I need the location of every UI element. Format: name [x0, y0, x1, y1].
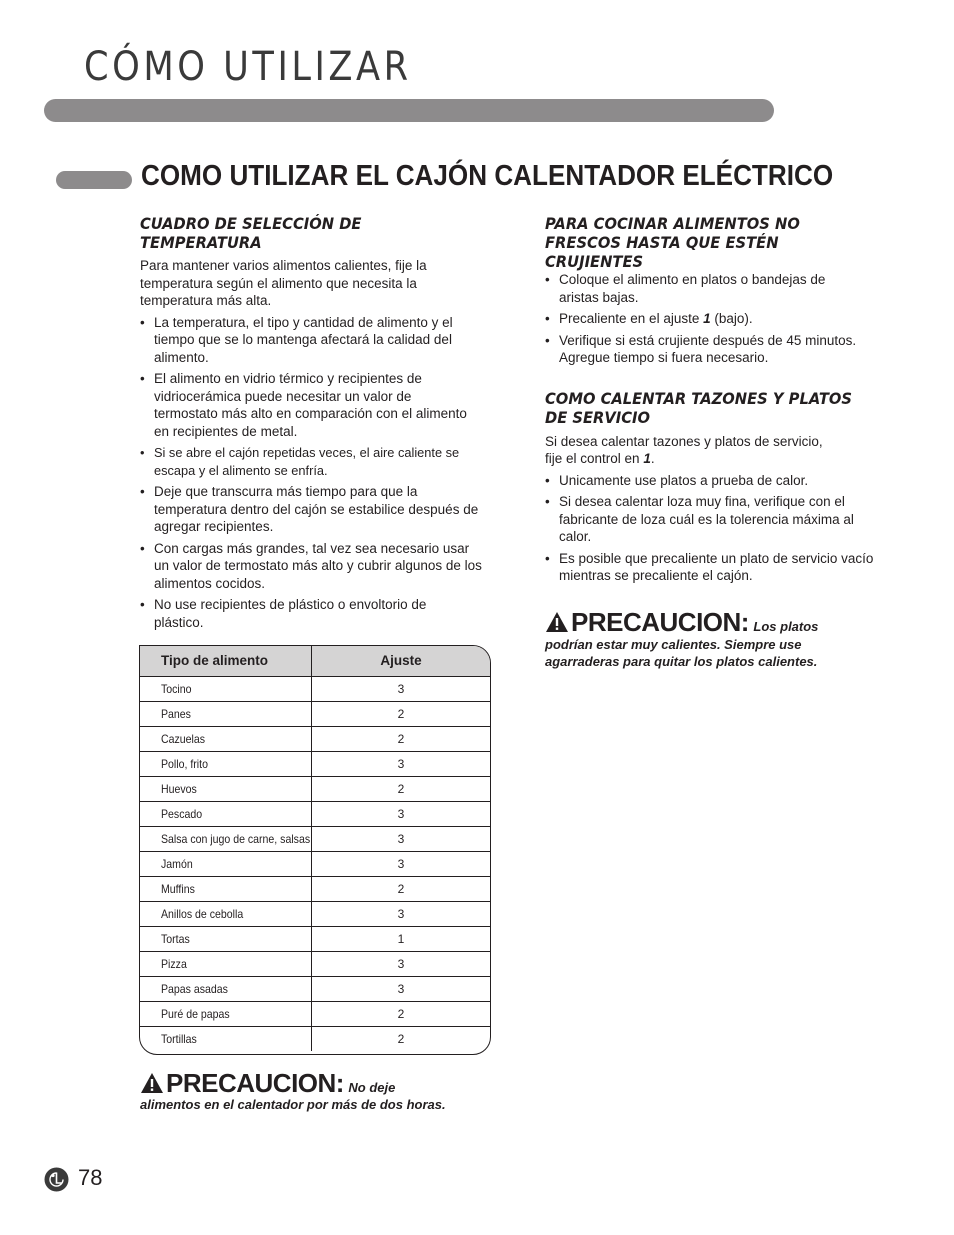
setting-cell: 2 — [397, 707, 405, 721]
food-type-cell — [140, 777, 312, 801]
food-type-text: Panes — [161, 707, 191, 721]
list-item: • Deje que transcurra más tiempo para que la temperatura dentro del cajón se estabilice después de agregar recipientes. — [140, 483, 490, 536]
food-type-cell — [140, 927, 312, 951]
table-row — [140, 877, 490, 902]
table-row — [140, 777, 490, 802]
left-column — [140, 214, 490, 635]
table-row — [140, 852, 490, 877]
setting-cell: 3 — [397, 832, 405, 846]
table-row — [140, 727, 490, 752]
caution-text: podrían estar muy calientes. Siempre use agarraderas para quitar los platos calientes. — [545, 637, 818, 669]
table-header — [140, 646, 490, 677]
item-text: Coloque el alimento en platos o bandejas de aristas bajas. — [559, 272, 826, 305]
list-item — [545, 332, 890, 367]
section-pill — [56, 171, 132, 189]
food-type-text: Jamón — [161, 857, 193, 871]
heading-line: TEMPERATURA — [140, 233, 262, 252]
list-item: • Es posible que precaliente un plato de servicio vacío mientras se precaliente el cajón. — [545, 550, 874, 585]
heading-line: DE SERVICIO — [545, 407, 651, 427]
setting-cell: 3 — [397, 957, 405, 971]
warning-icon — [545, 611, 569, 638]
intro-setting: 1 — [643, 451, 651, 466]
table-row — [140, 1002, 490, 1027]
food-type-text: Huevos — [161, 782, 197, 796]
food-type-text: Pollo, frito — [161, 757, 208, 771]
setting-cell: 2 — [397, 1007, 405, 1021]
chapter-title: CÓMO UTILIZAR — [84, 44, 412, 90]
food-type-text: Tortillas — [161, 1032, 197, 1046]
table-row — [140, 902, 490, 927]
caution-text: alimentos en el calentador por más de dos horas. — [140, 1097, 446, 1112]
list-item: • Con cargas más grandes, tal vez sea necesario usar un valor de termostato más alto y cubrir algunos de los alimentos cocidos. — [140, 540, 484, 593]
table-row — [140, 702, 490, 727]
heading-line: PARA COCINAR ALIMENTOS NO — [545, 214, 800, 233]
temperature-intro: Para mantener varios alimentos calientes, fije la temperatura según el alimento que necesita la temperatura más alta. — [140, 258, 427, 308]
lg-logo-icon — [44, 1167, 69, 1192]
warning-icon — [140, 1072, 164, 1099]
food-type-cell — [140, 877, 312, 901]
food-type-cell — [140, 852, 312, 876]
serving-heading — [545, 389, 862, 427]
food-type-cell — [140, 977, 312, 1001]
setting-cell: 3 — [397, 982, 405, 996]
setting-cell: 2 — [397, 732, 405, 746]
caution-text: No deje — [348, 1080, 396, 1095]
item-text: Verifique si está crujiente después de 45 minutos. Agregue tiempo si fuera necesario. — [559, 332, 857, 365]
table-row — [140, 827, 490, 852]
setting-cell: 3 — [397, 682, 405, 696]
food-type-text: Tortas — [161, 932, 190, 946]
crisp-bullets — [545, 271, 890, 367]
food-type-cell — [140, 727, 312, 751]
food-type-cell — [140, 902, 312, 926]
header-food-type: Tipo de alimento — [140, 646, 312, 676]
heading-line: FRESCOS HASTA QUE ESTÉN — [545, 233, 779, 252]
caution-left — [140, 1068, 500, 1112]
header-setting: Ajuste — [380, 653, 422, 668]
setting-cell: 3 — [397, 907, 405, 921]
item-setting: 1 — [703, 311, 711, 326]
list-item: • El alimento en vidrio térmico y recipientes de vidriocerámica puede necesitar un valor de termostato más alto en comparación con el alimento en recipientes de metal. — [140, 370, 474, 440]
food-type-cell — [140, 752, 312, 776]
caution-label: PRECAUCION: — [571, 607, 749, 637]
food-type-text: Pizza — [161, 957, 187, 971]
food-type-text: Papas asadas — [161, 982, 228, 996]
caution-text: Los platos — [753, 619, 819, 634]
setting-cell: 2 — [397, 782, 405, 796]
setting-cell: 3 — [397, 857, 405, 871]
heading-line: CUADRO DE SELECCIÓN DE — [140, 214, 362, 233]
food-type-text: Salsa con jugo de carne, salsas — [161, 832, 311, 846]
setting-cell: 1 — [397, 932, 405, 946]
item-text: Precaliente en el ajuste — [559, 311, 704, 326]
food-type-text: Tocino — [161, 682, 192, 696]
temperature-bullets — [140, 314, 490, 632]
temperature-heading — [140, 214, 462, 252]
food-type-text: Pescado — [161, 807, 203, 821]
table-row — [140, 1027, 490, 1051]
caution-right — [545, 607, 885, 670]
serving-bullets — [545, 472, 890, 585]
page-number: 78 — [78, 1165, 103, 1190]
right-column — [545, 214, 890, 589]
table-row — [140, 927, 490, 952]
food-type-cell — [140, 702, 312, 726]
list-item: • La temperatura, el tipo y cantidad de alimento y el tiempo que se lo mantenga afectará la calidad del alimento. — [140, 314, 490, 367]
table-body — [140, 677, 490, 1051]
crisp-heading — [545, 214, 862, 271]
food-setting-table — [139, 645, 491, 1055]
setting-cell: 3 — [397, 807, 405, 821]
table-row — [140, 952, 490, 977]
food-type-text: Muffins — [161, 882, 195, 896]
heading-line: CRUJIENTES — [545, 252, 644, 271]
table-row — [140, 677, 490, 702]
food-type-text: Puré de papas — [161, 1007, 230, 1021]
serving-intro — [545, 433, 890, 468]
food-type-cell — [140, 677, 312, 701]
intro-text: Si desea calentar tazones y platos de servicio, — [545, 433, 823, 449]
list-item: • Si desea calentar loza muy fina, verifique con el fabricante de loza cuál es la tolerencia máxima al calor. — [545, 493, 864, 546]
item-text: (bajo). — [710, 311, 753, 326]
setting-cell: 2 — [397, 882, 405, 896]
table-row — [140, 752, 490, 777]
section-title: COMO UTILIZAR EL CAJÓN CALENTADOR ELÉCTRICO — [141, 160, 834, 192]
intro-text: fije el control en — [545, 451, 644, 466]
table-row — [140, 802, 490, 827]
heading-line: COMO CALENTAR TAZONES Y PLATOS — [545, 388, 852, 408]
food-type-cell — [140, 1002, 312, 1026]
food-type-cell — [140, 802, 312, 826]
list-item — [545, 271, 859, 306]
caution-label: PRECAUCION: — [166, 1068, 344, 1098]
food-type-cell — [140, 827, 312, 851]
food-type-text: Cazuelas — [161, 732, 206, 746]
setting-cell: 2 — [397, 1032, 405, 1046]
setting-cell: 3 — [397, 757, 405, 771]
food-type-text: Anillos de cebolla — [161, 907, 244, 921]
food-type-cell — [140, 1027, 312, 1051]
table-row — [140, 977, 490, 1002]
list-item: • Unicamente use platos a prueba de calor. — [545, 472, 890, 490]
list-item — [545, 310, 890, 328]
header-bar — [44, 99, 774, 122]
food-type-cell — [140, 952, 312, 976]
intro-text: . — [650, 451, 655, 466]
list-item: • Si se abre el cajón repetidas veces, el aire caliente se escapa y el alimento se enfría. — [140, 444, 490, 479]
list-item: • No use recipientes de plástico o envoltorio de plástico. — [140, 596, 454, 631]
